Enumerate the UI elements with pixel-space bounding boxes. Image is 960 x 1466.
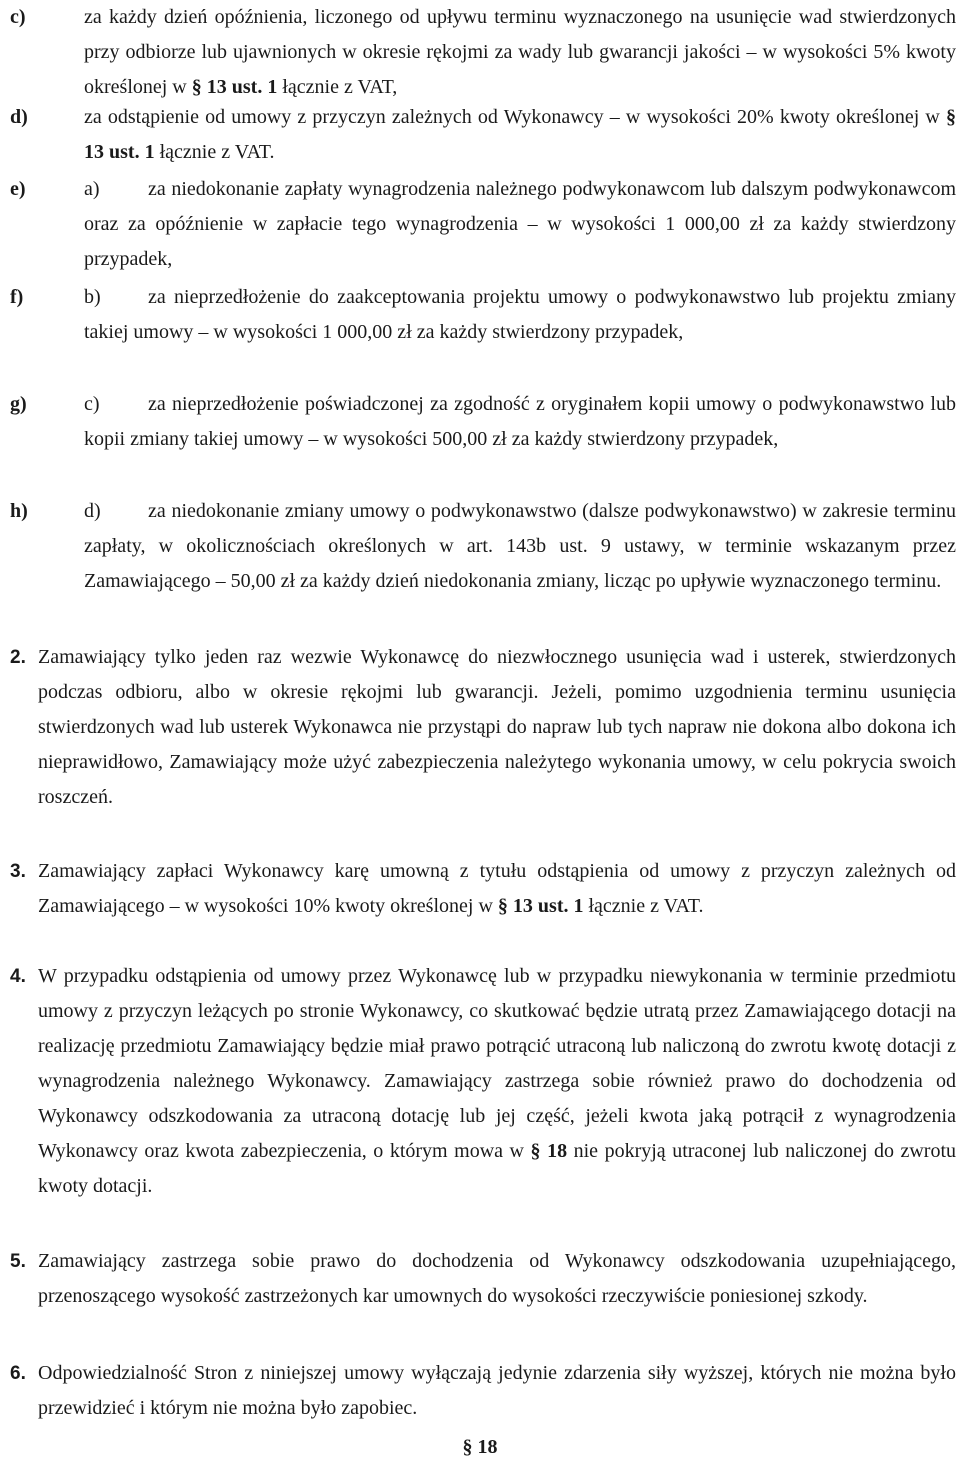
section-reference: § 18 bbox=[530, 1140, 568, 1162]
sub-label: b) bbox=[84, 286, 101, 308]
point-label: 5. bbox=[10, 1251, 26, 1272]
item-label: e) bbox=[10, 178, 26, 200]
point-text: W przypadku odstąpienia od umowy przez Wykonawcę lub w przypadku niewykonania w terminie przedmiotu umowy z przyczyn leżących po stronie Wykonawcy, co skutkować będzie utratą przez Zamawiającego dotacji na realizację przedmiotu Zamawiający będzie miał prawo potrącić utraconą lub naliczoną do zwrotu kwotę dotacji z wynagrodzenia należnego Wykonawcy. Zamawiający zastrzega sobie również prawo do dochodzenia od Wykonawcy odszkodowania za utraconą dotację lub jej część, jeżeli kwota jaką potrącił z wynagrodzenia Wykonawcy oraz kwota zabezpieczenia, o którym mowa w § 18 nie pokryją utraconej lub naliczonej do zwrotu kwoty dotacji. bbox=[38, 965, 957, 1197]
item-label: d) bbox=[10, 106, 28, 128]
item-label: c) bbox=[10, 6, 26, 28]
point-label: 6. bbox=[10, 1363, 26, 1384]
item-text: d) za niedokonanie zmiany umowy o podwykonawstwo (dalsze podwykonawstwo) w zakresie terminu zapłaty, w okolicznościach określonych w art. 143b ust. 9 ustawy, w terminie wskazanym przez Zamawiającego – 50,00 zł za każdy dzień niedokonania zmiany, licząc po upływie wyznaczonego terminu. bbox=[84, 494, 956, 599]
item-text: za odstąpienie od umowy z przyczyn zależnych od Wykonawcy – w wysokości 20% kwoty określonej w § 13 ust. 1 łącznie z VAT. bbox=[84, 106, 956, 163]
item-text: c) za nieprzedłożenie poświadczonej za zgodność z oryginałem kopii umowy o podwykonawstwo lub kopii zmiany takiej umowy – w wysokości 500,00 zł za każdy stwierdzony przypadek, bbox=[84, 387, 956, 457]
section-reference: § 13 ust. 1 bbox=[497, 895, 584, 917]
section-reference: § 13 ust. 1 bbox=[84, 106, 956, 163]
sub-label: c) bbox=[84, 393, 100, 415]
point-label: 3. bbox=[10, 861, 26, 882]
point-label: 2. bbox=[10, 647, 26, 668]
point-text: Zamawiający zapłaci Wykonawcy karę umowną z tytułu odstąpienia od umowy z przyczyn zależnych od Zamawiającego – w wysokości 10% kwoty określonej w § 13 ust. 1 łącznie z VAT. bbox=[38, 860, 956, 917]
item-label: g) bbox=[10, 393, 27, 415]
item-text: b) za nieprzedłożenie do zaakceptowania projektu umowy o podwykonawstwo lub projektu zmiany takiej umowy – w wysokości 1 000,00 zł za każdy stwierdzony przypadek, bbox=[84, 280, 956, 350]
point-text: Odpowiedzialność Stron z niniejszej umowy wyłączają jedynie zdarzenia siły wyższej, których nie można było przewidzieć i którym nie można było zapobiec. bbox=[38, 1362, 956, 1419]
item-text: za każdy dzień opóźnienia, liczonego od upływu terminu wyznaczonego na usunięcie wad stwierdzonych przy odbiorze lub ujawnionych w okresie rękojmi za wady lub gwarancji jakości – w wysokości 5% kwoty określonej w § 13 ust. 1 łącznie z VAT, bbox=[84, 6, 956, 98]
sub-label: a) bbox=[84, 178, 100, 200]
section-heading: § 18 bbox=[462, 1436, 498, 1458]
section-reference: § 13 ust. 1 bbox=[191, 76, 278, 98]
point-label: 4. bbox=[10, 966, 26, 987]
point-text: Zamawiający tylko jeden raz wezwie Wykonawcę do niezwłocznego usunięcia wad i usterek, stwierdzonych podczas odbioru, albo w okresie rękojmi lub gwarancji. Jeżeli, pomimo uzgodnienia terminu usunięcia stwierdzonych wad lub usterek Wykonawca nie przystąpi do napraw lub tych napraw nie dokona albo dokona ich nieprawidłowo, Zamawiający może użyć zabezpieczenia należytego wykonania umowy, w celu pokrycia swoich roszczeń. bbox=[38, 646, 956, 808]
item-label: h) bbox=[10, 500, 28, 522]
item-text: a) za niedokonanie zapłaty wynagrodzenia należnego podwykonawcom lub dalszym podwykonawcom oraz za opóźnienie w zapłacie tego wynagrodzenia – w wysokości 1 000,00 zł za każdy stwierdzony przypadek, bbox=[84, 172, 956, 277]
sub-label: d) bbox=[84, 500, 101, 522]
point-text: Zamawiający zastrzega sobie prawo do dochodzenia od Wykonawcy odszkodowania uzupełniającego, przenoszącego wysokość zastrzeżonych kar umownych do wysokości rzeczywiście poniesionej szkody. bbox=[38, 1250, 956, 1307]
item-label: f) bbox=[10, 286, 24, 308]
